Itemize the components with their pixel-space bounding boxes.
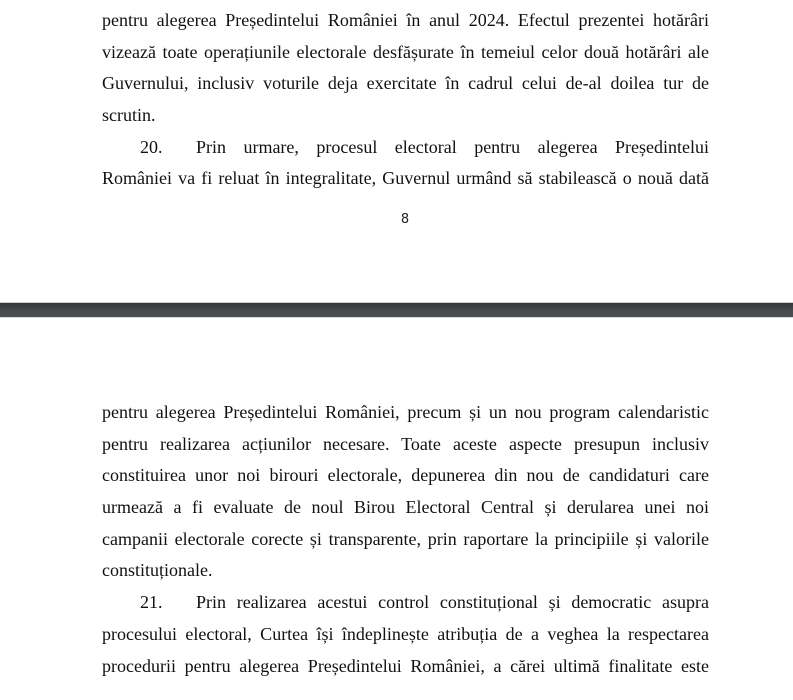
text-line: vizează toate operațiunile electorale desfășurate în temeiul celor două hotărâri ale: [102, 41, 709, 62]
clipped-text-line: [102, 682, 709, 700]
text-line: pentru alegerea Președintelui României, precum și un nou program calendaristic: [102, 402, 709, 422]
paragraph-21-first-line: [102, 587, 709, 619]
page-separator: [0, 302, 793, 318]
document-page-9: [0, 318, 793, 700]
text-line: constituționale.: [102, 560, 213, 581]
paragraph-text: Prin realizarea acestui control constituțional și democratic asupra: [196, 592, 709, 613]
document-page-8: [0, 0, 793, 302]
text-line: Guvernului, inclusiv voturile deja exercitate în cadrul celui de-al doilea tur de: [102, 73, 709, 94]
text-line: urmează a fi evaluate de noul Birou Electoral Central și derularea unei noi: [102, 497, 709, 518]
page-number: 8: [400, 212, 410, 227]
paragraph-number: 20.: [140, 136, 163, 157]
text-line: pentru alegerea Președintelui României în anul 2024. Efectul prezentei hotărâri: [102, 10, 709, 30]
text-line: procesului electoral, Curtea își îndeplinește atribuția de a veghea la respectarea: [102, 623, 709, 644]
paragraph-20-first-line: [102, 132, 709, 164]
text-line: constituirea unor noi birouri electorale, depunerea din nou de candidaturi care: [102, 465, 709, 486]
text-line: scrutin.: [102, 105, 156, 126]
text-line: României va fi reluat în integralitate, Guvernul urmând să stabilească o nouă dată: [102, 168, 709, 189]
text-line: campanii electorale corecte și transparente, prin raportare la principiile și valorile: [102, 528, 709, 549]
paragraph-text: Prin urmare, procesul electoral pentru alegerea Președintelui: [196, 136, 709, 157]
paragraph-number: 21.: [140, 592, 163, 613]
page-8-text: [102, 5, 709, 195]
text-line: pentru realizarea acțiunilor necesare. Toate aceste aspecte presupun inclusiv: [102, 433, 709, 454]
page-9-text: [102, 397, 709, 700]
text-line: procedurii pentru alegerea Președintelui României, a cărei ultimă finalitate este: [102, 655, 709, 676]
